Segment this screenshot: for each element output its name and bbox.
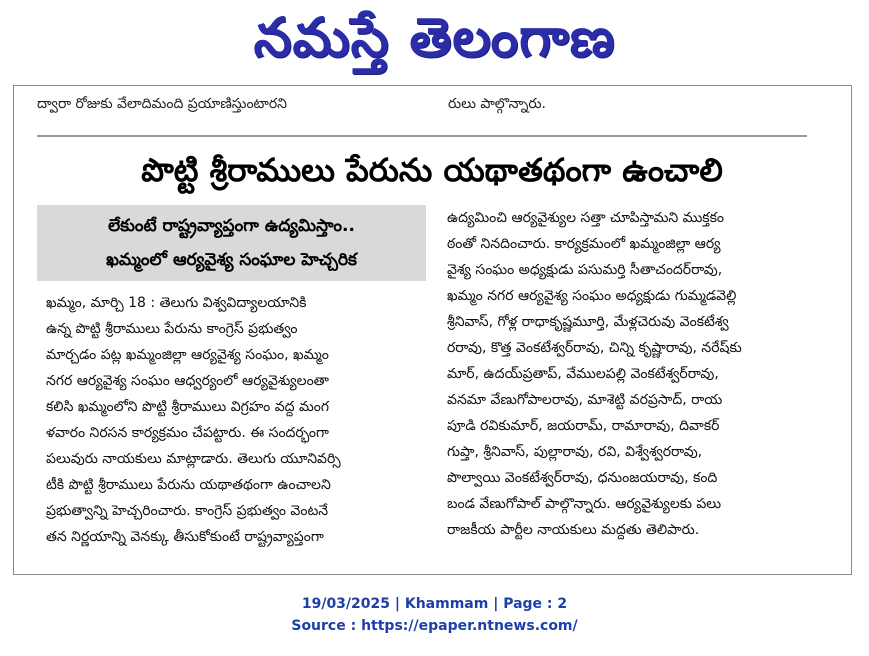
subheadline-line-1: లేకుంటే రాష్ట్రవ్యాప్తంగా ఉద్యమిస్తాం..: [108, 216, 355, 236]
top-strip-left-text: ద్వారా రోజుకు వేలాదిమంది ప్రయాణిస్తుంటారని: [37, 96, 287, 112]
top-strip-right-text: రులు పాల్గొన్నారు.: [448, 96, 546, 112]
body-line: ఖమ్మం నగర ఆర్యవైశ్య సంఘం అధ్యక్షుడు గుమ్మడవెల్లి: [447, 288, 737, 304]
body-line: పలువురు నాయకులు మాట్లాడారు. తెలుగు యూనివర్సి: [46, 451, 341, 467]
body-line: వనమా వేణుగోపాలరావు, మాశెట్టి వరప్రసాద్, రాయ: [447, 392, 723, 408]
article-subheadline-box: [37, 205, 426, 281]
body-line: మార్, ఉదయ్‌ప్రతాప్, వేములపల్లి వెంకటేశ్వర్‌రావు,: [447, 366, 719, 382]
headline-divider: [37, 135, 807, 137]
body-line: రాజకీయ పార్టీల నాయకులు మద్దతు తెలిపారు.: [447, 522, 700, 538]
body-line: తన నిర్ణయాన్ని వెనక్కు తీసుకోకుంటే రాష్ట్రవ్యాప్తంగా: [46, 529, 324, 545]
body-line: బండ వేణుగోపాల్ పాల్గొన్నారు. ఆర్యవైశ్యులకు పలు: [447, 496, 722, 512]
body-line: శ్రీనివాస్, గోళ్ల రాధాకృష్ణమూర్తి, మేళ్లచెరువు వెంకటేశ్వ: [447, 314, 729, 330]
article-body-right-column: [447, 205, 837, 543]
masthead-title: నమస్తే తెలంగాణ: [253, 6, 616, 69]
footer-source-link[interactable]: Source : https://epaper.ntnews.com/: [291, 618, 578, 634]
footer-date-edition-page: 19/03/2025 | Khammam | Page : 2: [301, 596, 568, 612]
body-line: మార్చడం పట్ల ఖమ్మంజిల్లా ఆర్యవైశ్య సంఘం, ఖమ్మం: [46, 347, 329, 363]
body-line: ళవారం నిరసన కార్యక్రమం చేపట్టారు. ఈ సందర్భంగా: [46, 425, 329, 441]
article-body-left-column: [46, 290, 426, 550]
body-line: ఖమ్మం, మార్చి 18 : తెలుగు విశ్వవిద్యాలయానికి: [46, 295, 307, 311]
body-line: ఉన్న పొట్టి శ్రీరాములు పేరును కాంగ్రెస్ ప్రభుత్వం: [46, 321, 298, 337]
body-line: కలిసి ఖమ్మంలోని పొట్టి శ్రీరాములు విగ్రహం వద్ద మంగ: [46, 399, 330, 415]
newspaper-masthead: [0, 0, 869, 80]
body-line: పూడి రవికుమార్, జయరామ్, రామారావు, దివాకర్: [447, 418, 720, 434]
body-line: ప్రభుత్వాన్ని హెచ్చరించారు. కాంగ్రెస్ ప్రభుత్వం వెంటనే: [46, 503, 329, 519]
body-line: గుప్తా, శ్రీనివాస్, పుల్లారావు, రవి, విశ్వేశ్వరరావు,: [447, 444, 703, 460]
body-line: రరావు, కొత్త వెంకటేశ్వర్‌రావు, చిన్ని కృష్ణారావు, నరేష్‌కు: [447, 340, 742, 356]
body-line: వైశ్య సంఘం అధ్యక్షుడు పసుమర్తి సీతాచందర్‌రావు,: [447, 262, 723, 278]
subheadline-line-2: ఖమ్మంలో ఆర్యవైశ్య సంఘాల హెచ్చరిక: [106, 250, 357, 270]
article-headline: పొట్టి శ్రీరాములు పేరును యథాతథంగా ఉంచాలి: [141, 151, 723, 189]
body-line: నగర ఆర్యవైశ్య సంఘం ఆధ్వర్యంలో ఆర్యవైశ్యులంతా: [46, 373, 329, 389]
body-line: ఠంతో నినదించారు. కార్యక్రమంలో ఖమ్మంజిల్లా ఆర్య: [447, 236, 721, 252]
body-line: ఉద్యమించి ఆర్యవైశ్యుల సత్తా చూపిస్తామని ముక్తకం: [447, 210, 725, 226]
body-line: పొల్వాయి వెంకటేశ్వర్‌రావు, ధనుంజయరావు, కంది: [447, 470, 718, 486]
body-line: టీకి పొట్టి శ్రీరాములు పేరును యథాతథంగా ఉంచాలని: [46, 477, 331, 493]
